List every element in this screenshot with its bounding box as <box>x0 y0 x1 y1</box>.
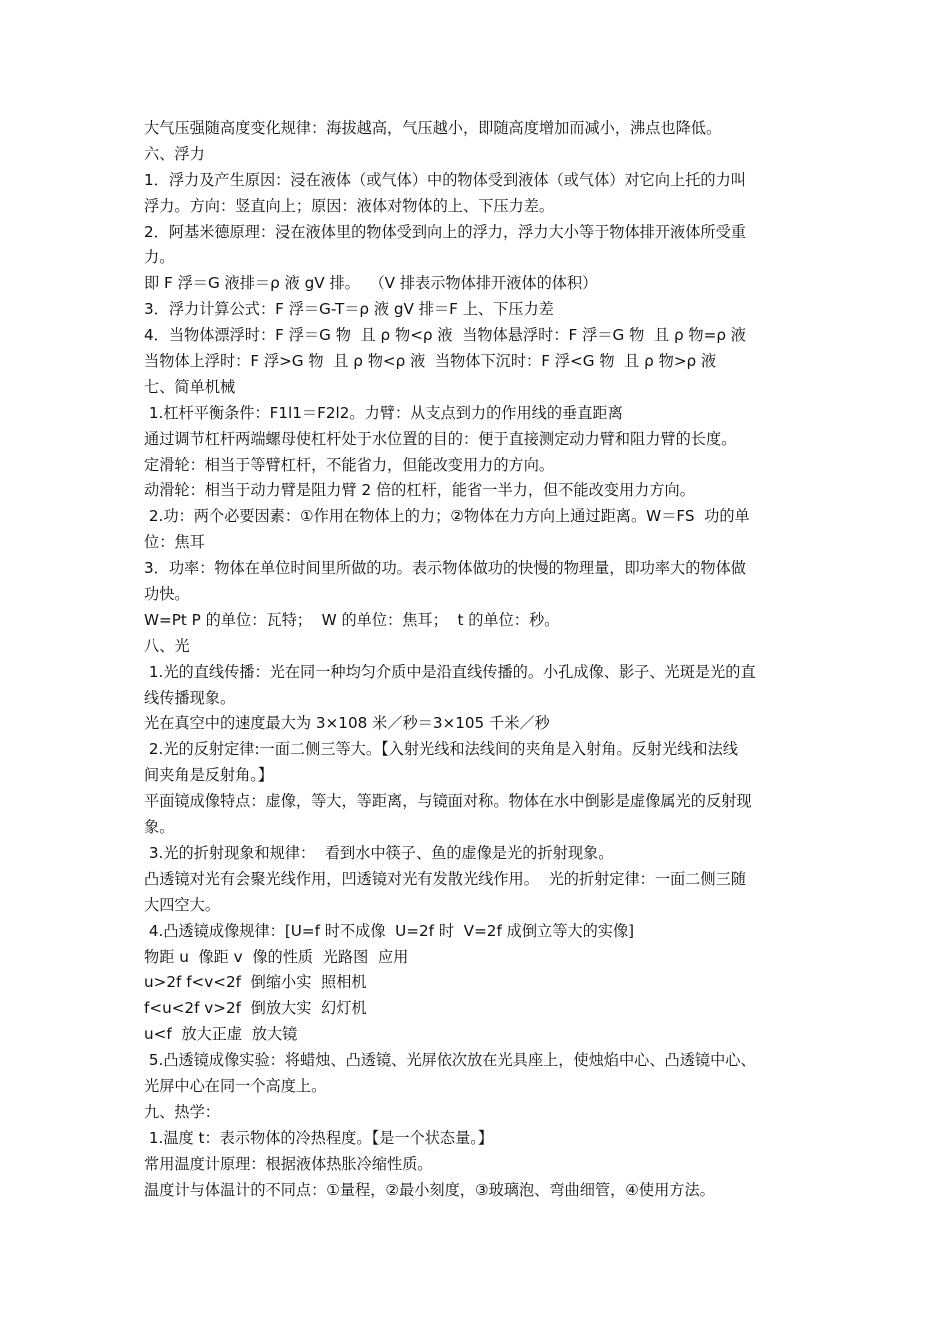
text-line: 当物体上浮时：F 浮>G 物 且 ρ 物<ρ 液 当物体下沉时：F 浮<G 物 且 ρ 物>ρ 液 <box>144 352 717 371</box>
text-line: 3．功率：物体在单位时间里所做的功。表示物体做功的快慢的物理量，即功率大的物体做 <box>144 559 746 578</box>
text-line: 1.杠杆平衡条件：F1l1＝F2l2。力臂：从支点到力的作用线的垂直距离 <box>144 403 623 422</box>
text-line: 线传播现象。 <box>144 688 236 707</box>
text-line: 八、光 <box>144 636 190 655</box>
text-line: 5.凸透镜成像实验：将蜡烛、凸透镜、光屏依次放在光具座上，使烛焰中心、凸透镜中心、 <box>144 1051 756 1070</box>
text-line: 间夹角是反射角。】 <box>144 766 274 785</box>
text-line: 动滑轮：相当于动力臂是阻力臂 2 倍的杠杆，能省一半力，但不能改变用力方向。 <box>144 481 695 500</box>
text-line: W=Pt P 的单位：瓦特； W 的单位：焦耳； t 的单位：秒。 <box>144 610 560 629</box>
text-line: 大四空大。 <box>144 895 220 914</box>
text-line: 定滑轮：相当于等臂杠杆，不能省力，但能改变用力的方向。 <box>144 455 555 474</box>
text-line: 力。 <box>144 248 175 267</box>
text-line: 七、简单机械 <box>144 377 236 396</box>
text-line: 温度计与体温计的不同点：①量程，②最小刻度，③玻璃泡、弯曲细管，④使用方法。 <box>144 1180 715 1199</box>
text-line: 九、热学： <box>144 1102 220 1121</box>
text-line: 1.光的直线传播：光在同一种均匀介质中是沿直线传播的。小孔成像、影子、光斑是光的直 <box>144 662 756 681</box>
text-line: 物距 u 像距 v 像的性质 光路图 应用 <box>144 947 409 966</box>
text-line: u>2f f<v<2f 倒缩小实 照相机 <box>144 973 367 992</box>
text-line: 浮力。方向：竖直向上；原因：液体对物体的上、下压力差。 <box>144 196 555 215</box>
text-line: 通过调节杠杆两端螺母使杠杆处于水位置的目的：便于直接测定动力臂和阻力臂的长度。 <box>144 429 737 448</box>
text-line: 凸透镜对光有会聚光线作用，凹透镜对光有发散光线作用。 光的折射定律：一面二侧三随 <box>144 869 746 888</box>
document-body <box>144 116 816 1203</box>
text-line: 位：焦耳 <box>144 533 205 552</box>
text-line: 象。 <box>144 818 175 837</box>
text-line: 2.功：两个必要因素：①作用在物体上的力；②物体在力方向上通过距离。W＝FS 功的单 <box>144 507 750 526</box>
text-line: 六、浮力 <box>144 144 205 163</box>
text-line: 平面镜成像特点：虚像，等大，等距离，与镜面对称。物体在水中倒影是虚像属光的反射现 <box>144 792 752 811</box>
text-line: 光在真空中的速度最大为 3×108 米／秒＝3×105 千米／秒 <box>144 714 550 733</box>
text-line: 3．浮力计算公式：F 浮＝G-T＝ρ 液 gV 排＝F 上、下压力差 <box>144 300 554 319</box>
text-line: 2.光的反射定律:一面二侧三等大。【入射光线和法线间的夹角是入射角。反射光线和法线 <box>144 740 738 759</box>
text-line: 3.光的折射现象和规律： 看到水中筷子、鱼的虚像是光的折射现象。 <box>144 843 614 862</box>
text-line: 功快。 <box>144 585 190 604</box>
text-line: 即 F 浮＝G 液排＝ρ 液 gV 排。 （V 排表示物体排开液体的体积） <box>144 274 598 293</box>
text-line: 1．浮力及产生原因：浸在液体（或气体）中的物体受到液体（或气体）对它向上托的力叫 <box>144 170 746 189</box>
text-line: 4.凸透镜成像规律：[U=f 时不成像 U=2f 时 V=2f 成倒立等大的实像] <box>144 921 635 940</box>
text-line: 常用温度计原理：根据液体热胀冷缩性质。 <box>144 1154 433 1173</box>
text-line: 2．阿基米德原理：浸在液体里的物体受到向上的浮力，浮力大小等于物体排开液体所受重 <box>144 222 746 241</box>
text-line: 光屏中心在同一个高度上。 <box>144 1076 327 1095</box>
text-line: f<u<2f v>2f 倒放大实 幻灯机 <box>144 999 367 1018</box>
text-line: u<f 放大正虚 放大镜 <box>144 1025 298 1044</box>
text-line: 大气压强随高度变化规律：海拔越高，气压越小，即随高度增加而减小，沸点也降低。 <box>144 119 722 137</box>
text-line: 1.温度 t：表示物体的冷热程度。【是一个状态量。】 <box>144 1128 494 1147</box>
text-line: 4．当物体漂浮时：F 浮＝G 物 且 ρ 物<ρ 液 当物体悬浮时：F 浮＝G 物 且 ρ 物=ρ 液 <box>144 326 746 345</box>
